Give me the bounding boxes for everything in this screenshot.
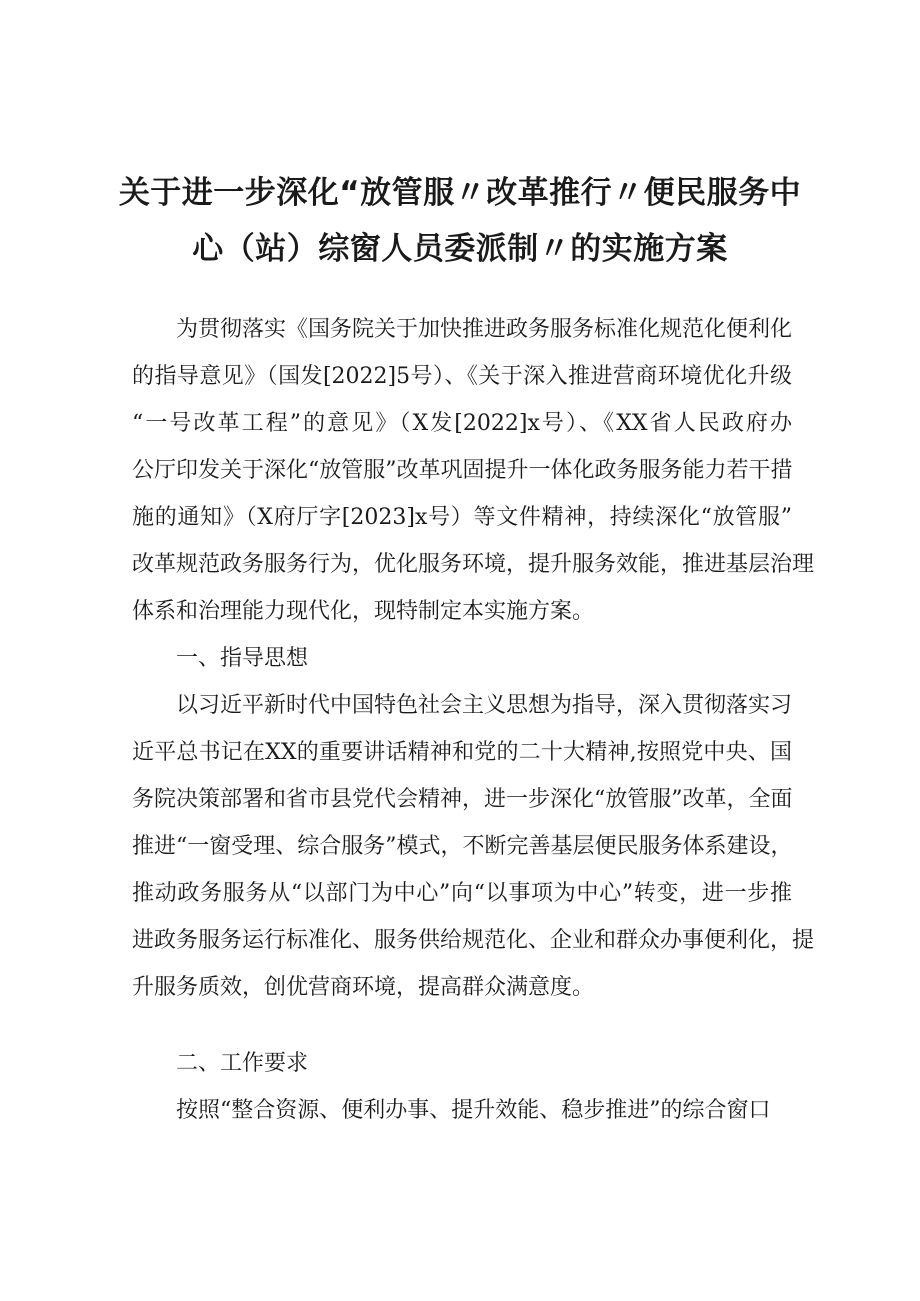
section1-line-3: 务院决策部署和省市县党代会精神，进一步深化“放管服”改革，全面: [132, 787, 793, 812]
section-heading-work-requirements: 二、工作要求: [176, 1051, 309, 1076]
intro-line-3: “一号改革工程”的意见》（X发[2022]x号）、《XX省人民政府办: [132, 411, 792, 436]
section1-line-5: 推动政务服务从“以部门为中心”向“以事项为中心”转变，进一步推: [132, 881, 792, 906]
intro-line-1: 为贯彻落实《国务院关于加快推进政务服务标准化规范化便利化: [176, 317, 793, 342]
section1-line-7: 升服务质效，创优营商环境，提高群众满意度。: [132, 975, 595, 1000]
section2-line-1: 按照“整合资源、便利办事、提升效能、稳步推进”的综合窗口: [176, 1098, 771, 1123]
document-title-line-2: 心（站）综窗人员委派制〃的实施方案: [192, 231, 728, 267]
section1-line-4: 推进“一窗受理、综合服务”模式，不断完善基层便民服务体系建设，: [132, 834, 793, 859]
section1-line-6: 进政务服务运行标准化、服务供给规范化、企业和群众办事便利化，提: [132, 928, 815, 953]
document-title-line-1: 关于进一步深化“放管服〃改革推行〃便民服务中: [118, 175, 802, 211]
section1-line-2: 近平总书记在XX的重要讲话精神和党的二十大精神,按照党中央、国: [132, 740, 792, 765]
intro-line-5: 施的通知》（X府厅字[2023]x号）等文件精神，持续深化“放管服”: [132, 505, 792, 530]
intro-line-6: 改革规范政务服务行为，优化服务环境，提升服务效能，推进基层治理: [132, 552, 815, 577]
section1-line-1: 以习近平新时代中国特色社会主义思想为指导，深入贯彻落实习: [176, 693, 793, 718]
intro-line-7: 体系和治理能力现代化，现特制定本实施方案。: [132, 599, 595, 624]
section-heading-guiding-ideology: 一、指导思想: [176, 646, 309, 671]
intro-line-4: 公厅印发关于深化“放管服”改革巩固提升一体化政务服务能力若干措: [132, 458, 793, 483]
intro-line-2: 的指导意见》（国发[2022]5号）、《关于深入推进营商环境优化升级: [132, 364, 792, 389]
